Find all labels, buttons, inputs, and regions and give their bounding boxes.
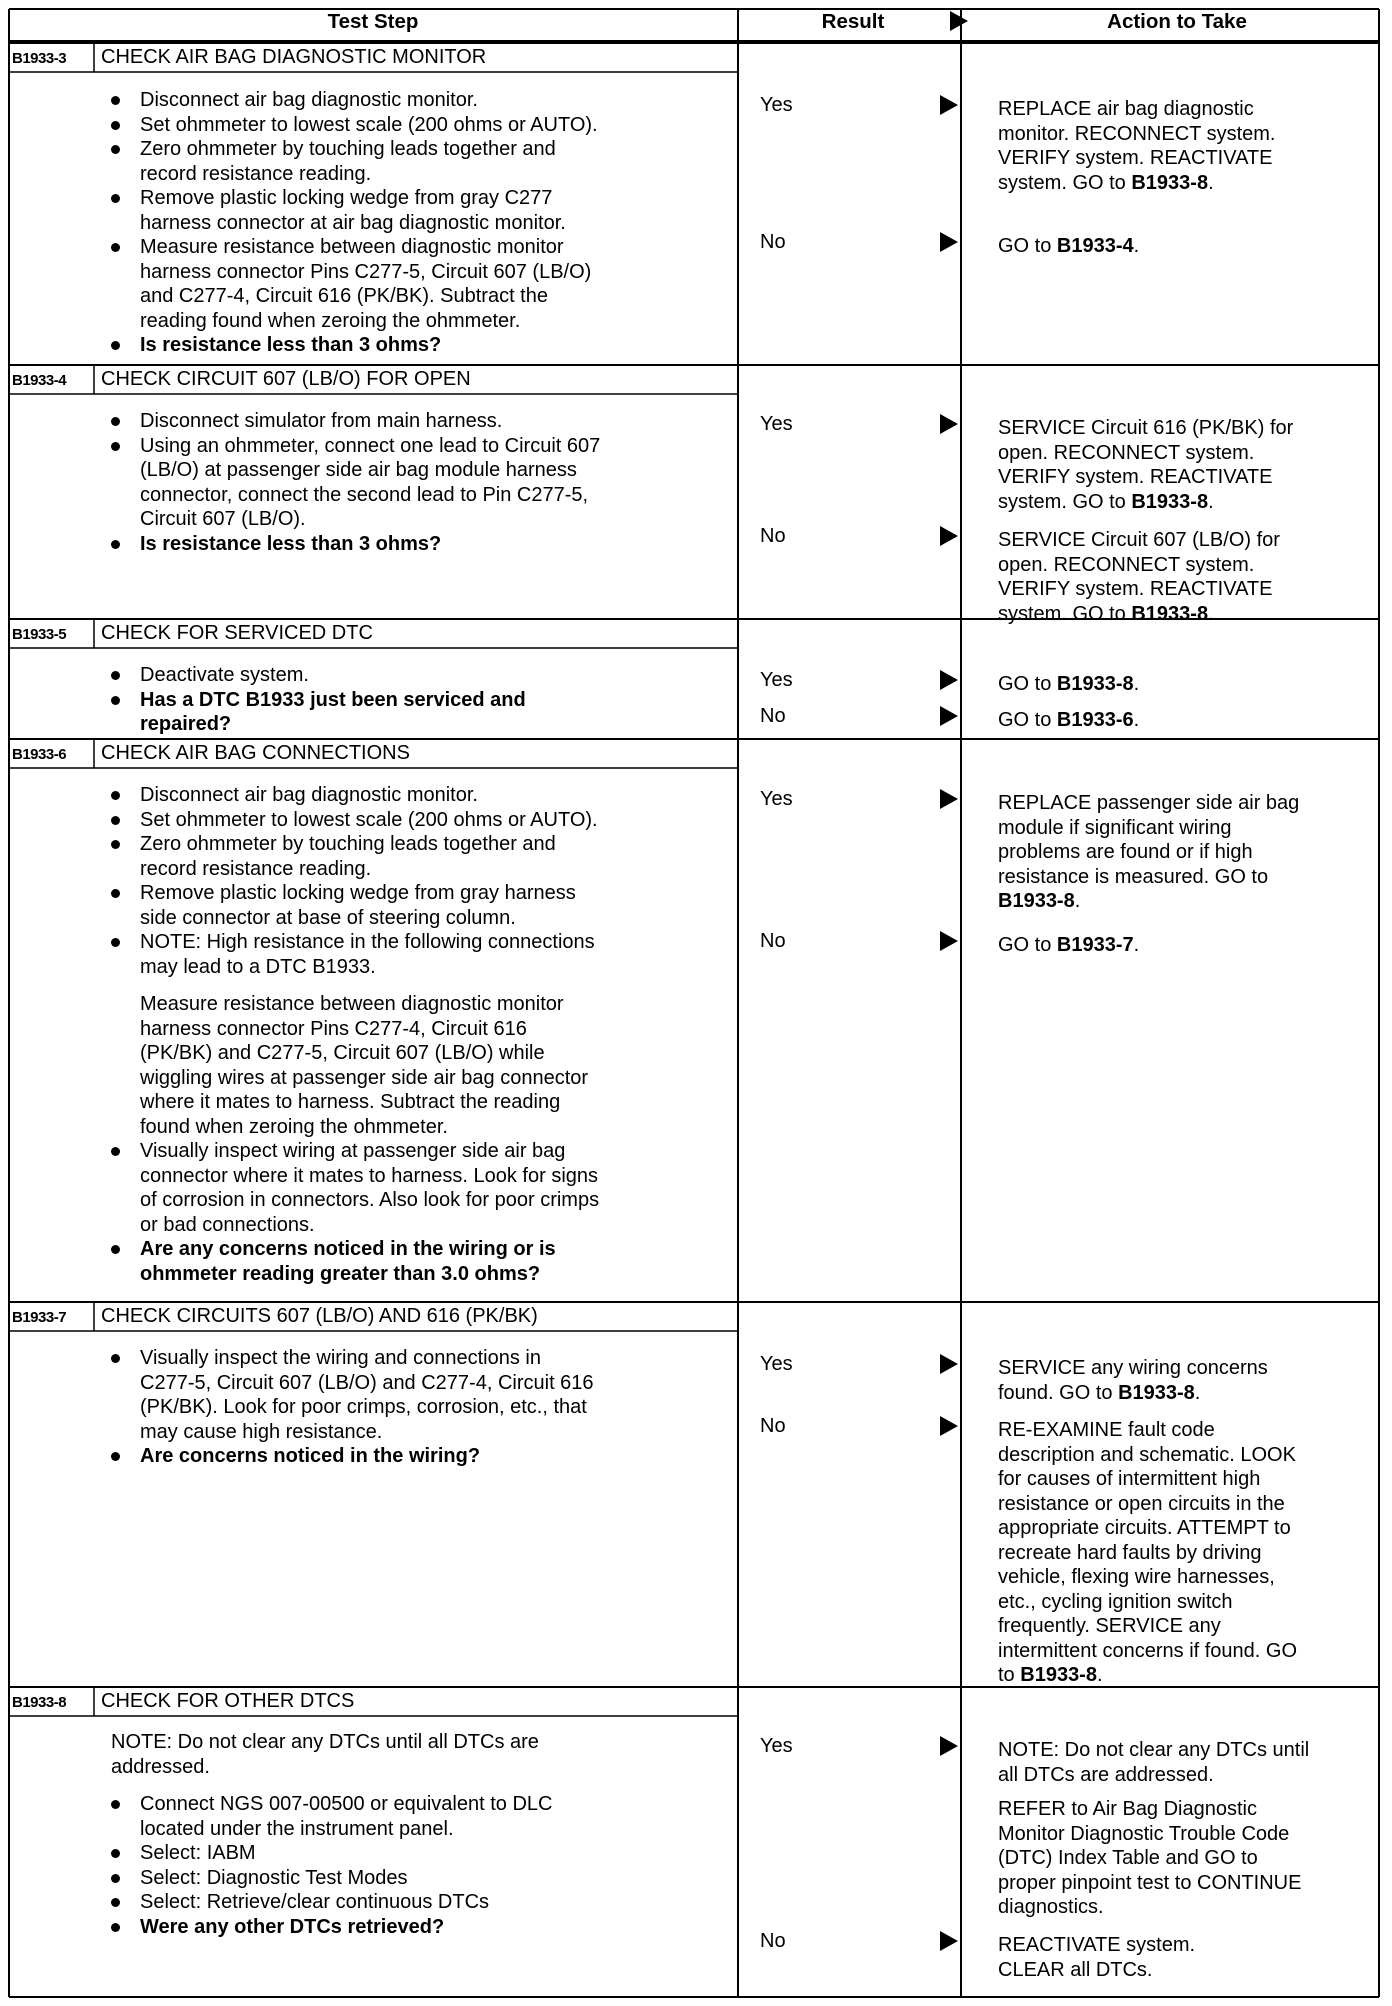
step-instruction: found when zeroing the ohmmeter. bbox=[140, 1115, 448, 1138]
action-segment: frequently. SERVICE any bbox=[998, 1615, 1221, 1637]
action-segment: appropriate circuits. ATTEMPT to bbox=[998, 1517, 1291, 1539]
action-segment: system. GO to bbox=[998, 171, 1132, 194]
step-title: CHECK CIRCUITS 607 (LB/O) AND 616 (PK/BK) bbox=[101, 1305, 538, 1327]
action-text bbox=[998, 1871, 1301, 1896]
bullet-dot-icon bbox=[111, 816, 120, 825]
action-text bbox=[998, 1895, 1104, 1920]
result-yes: Yes bbox=[760, 1735, 793, 1757]
action-text bbox=[998, 708, 1139, 733]
step-title: CHECK FOR OTHER DTCS bbox=[101, 1690, 355, 1712]
action-segment: . bbox=[1133, 934, 1140, 956]
result-arrow-icon bbox=[940, 232, 958, 252]
action-text bbox=[998, 889, 1080, 914]
step-instruction: NOTE: High resistance in the following connections bbox=[140, 931, 595, 953]
action-segment: diagnostics. bbox=[998, 1896, 1104, 1918]
step-instruction: or bad connections. bbox=[140, 1213, 315, 1236]
bullet-dot-icon bbox=[111, 121, 120, 130]
step-reference: B1933-8 bbox=[1020, 1664, 1097, 1686]
action-text bbox=[998, 490, 1214, 515]
bullet-dot-icon bbox=[111, 1874, 120, 1883]
action-segment: . bbox=[1208, 490, 1214, 513]
action-text bbox=[998, 1738, 1309, 1763]
result-arrow-icon bbox=[940, 1931, 958, 1951]
step-reference: B1933-8 bbox=[998, 890, 1075, 912]
action-text bbox=[998, 1443, 1296, 1468]
step-instruction: Select: Diagnostic Test Modes bbox=[140, 1866, 408, 1889]
action-text bbox=[998, 1933, 1195, 1958]
step-instruction: Disconnect air bag diagnostic monitor. bbox=[140, 89, 478, 111]
step-instruction: of corrosion in connectors. Also look for poor crimps bbox=[140, 1189, 600, 1211]
result-no: No bbox=[760, 231, 786, 253]
bullet-dot-icon bbox=[111, 1923, 120, 1932]
action-segment: GO to bbox=[998, 235, 1057, 257]
step-instruction: Visually inspect the wiring and connections in bbox=[140, 1347, 541, 1369]
step-reference: B1933-8 bbox=[1131, 602, 1209, 625]
action-text bbox=[998, 441, 1254, 466]
bullet-dot-icon bbox=[111, 840, 120, 849]
bullet-dot-icon bbox=[111, 417, 120, 426]
action-text bbox=[998, 465, 1273, 490]
step-instruction: located under the instrument panel. bbox=[140, 1817, 454, 1840]
step-reference: B1933-8 bbox=[1131, 171, 1209, 194]
result-yes: Yes bbox=[760, 94, 793, 116]
action-segment: proper pinpoint test to CONTINUE bbox=[998, 1871, 1302, 1894]
action-segment: CLEAR all DTCs. bbox=[998, 1958, 1153, 1981]
action-text bbox=[998, 840, 1253, 865]
action-segment: SERVICE Circuit 607 (LB/O) for bbox=[998, 529, 1280, 551]
step-instruction: Remove plastic locking wedge from gray C277 bbox=[140, 187, 553, 209]
action-text bbox=[998, 1639, 1297, 1664]
step-reference: B1933-8 bbox=[1056, 673, 1134, 695]
action-text bbox=[998, 577, 1273, 602]
step-reference: B1933-4 bbox=[1056, 235, 1134, 257]
step-code: B1933-7 bbox=[12, 1309, 67, 1326]
step-instruction: may cause high resistance. bbox=[140, 1420, 383, 1443]
step-code: B1933-3 bbox=[12, 50, 67, 67]
step-instruction: wiggling wires at passenger side air bag connector bbox=[140, 1066, 589, 1089]
step-instruction: side connector at base of steering column. bbox=[140, 906, 516, 929]
step-instruction: (PK/BK) and C277-5, Circuit 607 (LB/O) while bbox=[140, 1042, 545, 1064]
result-yes: Yes bbox=[760, 669, 793, 691]
action-segment: REACTIVATE system. bbox=[998, 1934, 1196, 1956]
action-text bbox=[998, 1822, 1289, 1847]
step-code: B1933-8 bbox=[12, 1694, 67, 1711]
bullet-dot-icon bbox=[111, 1800, 120, 1809]
step-instruction: Zero ohmmeter by touching leads together and bbox=[140, 833, 556, 855]
step-instruction: Measure resistance between diagnostic monitor bbox=[140, 236, 564, 258]
result-yes: Yes bbox=[760, 1353, 793, 1375]
action-text bbox=[998, 1763, 1214, 1788]
result-arrow-icon bbox=[940, 931, 958, 951]
step-instruction: Remove plastic locking wedge from gray harness bbox=[140, 882, 576, 904]
step-instruction: addressed. bbox=[111, 1755, 210, 1778]
bullet-dot-icon bbox=[111, 671, 120, 680]
action-segment: monitor. RECONNECT system. bbox=[998, 122, 1276, 145]
result-no: No bbox=[760, 930, 786, 952]
action-segment: RE-EXAMINE fault code bbox=[998, 1419, 1215, 1441]
header-action: Action to Take bbox=[1107, 10, 1247, 33]
action-segment: GO to bbox=[998, 673, 1057, 695]
result-arrow-icon bbox=[940, 670, 958, 690]
bullet-dot-icon bbox=[111, 889, 120, 898]
action-text bbox=[998, 1516, 1291, 1541]
action-segment: all DTCs are addressed. bbox=[998, 1763, 1214, 1786]
step-instruction: Select: Retrieve/clear continuous DTCs bbox=[140, 1891, 490, 1913]
step-title: CHECK CIRCUIT 607 (LB/O) FOR OPEN bbox=[101, 368, 471, 390]
result-arrow-icon bbox=[940, 1416, 958, 1436]
action-text bbox=[998, 122, 1275, 147]
action-segment: . bbox=[1096, 1664, 1103, 1686]
step-instruction: harness connector Pins C277-5, Circuit 607 (LB/O) bbox=[140, 260, 592, 283]
step-instruction: C277-5, Circuit 607 (LB/O) and C277-4, Circuit 616 bbox=[140, 1371, 594, 1394]
result-no: No bbox=[760, 525, 786, 547]
step-instruction: and C277-4, Circuit 616 (PK/BK). Subtract the bbox=[140, 285, 548, 307]
action-text bbox=[998, 816, 1231, 841]
action-text bbox=[998, 602, 1214, 627]
step-instruction: reading found when zeroing the ohmmeter. bbox=[140, 309, 521, 332]
step-code: B1933-5 bbox=[12, 626, 67, 643]
result-arrow-icon bbox=[940, 1354, 958, 1374]
action-segment: SERVICE Circuit 616 (PK/BK) for bbox=[998, 417, 1294, 439]
step-question: Are any concerns noticed in the wiring or is bbox=[140, 1238, 556, 1260]
step-code: B1933-4 bbox=[12, 372, 67, 389]
action-segment: REFER to Air Bag Diagnostic bbox=[998, 1798, 1257, 1820]
action-text bbox=[998, 97, 1254, 122]
step-instruction: may lead to a DTC B1933. bbox=[140, 955, 376, 978]
action-text bbox=[998, 1797, 1257, 1822]
result-arrow-icon bbox=[940, 1736, 958, 1756]
bullet-dot-icon bbox=[111, 1452, 120, 1461]
step-code: B1933-6 bbox=[12, 746, 67, 763]
action-segment: found. GO to bbox=[998, 1381, 1119, 1404]
action-text bbox=[998, 1541, 1261, 1566]
header-result-arrow-icon bbox=[950, 11, 968, 31]
action-segment: GO to bbox=[998, 934, 1057, 956]
action-segment: . bbox=[1074, 890, 1081, 912]
result-no: No bbox=[760, 1415, 786, 1437]
step-instruction: connector, connect the second lead to Pin C277-5, bbox=[140, 483, 589, 506]
step-instruction: where it mates to harness. Subtract the reading bbox=[140, 1091, 561, 1113]
result-yes: Yes bbox=[760, 788, 793, 810]
result-arrow-icon bbox=[940, 789, 958, 809]
action-text bbox=[998, 1356, 1268, 1381]
action-text bbox=[998, 1590, 1233, 1615]
step-instruction: Visually inspect wiring at passenger side air bag bbox=[140, 1140, 566, 1162]
step-instruction: Zero ohmmeter by touching leads together and bbox=[140, 138, 556, 160]
bullet-dot-icon bbox=[111, 145, 120, 154]
step-question: Were any other DTCs retrieved? bbox=[140, 1915, 445, 1938]
result-arrow-icon bbox=[940, 706, 958, 726]
action-segment: resistance is measured. GO to bbox=[998, 865, 1269, 888]
action-segment: system. GO to bbox=[998, 602, 1132, 625]
action-text bbox=[998, 416, 1293, 441]
action-segment: open. RECONNECT system. bbox=[998, 553, 1255, 576]
action-text bbox=[998, 1381, 1200, 1406]
action-segment: vehicle, flexing wire harnesses, bbox=[998, 1566, 1275, 1588]
action-segment: resistance or open circuits in the bbox=[998, 1492, 1285, 1515]
step-instruction: Circuit 607 (LB/O). bbox=[140, 508, 306, 530]
action-segment: VERIFY system. REACTIVATE bbox=[998, 466, 1273, 488]
action-segment: Monitor Diagnostic Trouble Code bbox=[998, 1822, 1290, 1845]
bullet-dot-icon bbox=[111, 696, 120, 705]
action-segment: VERIFY system. REACTIVATE bbox=[998, 578, 1273, 600]
step-instruction: Select: IABM bbox=[140, 1842, 256, 1864]
action-text bbox=[998, 171, 1214, 196]
bullet-dot-icon bbox=[111, 1245, 120, 1254]
step-instruction: Using an ohmmeter, connect one lead to Circuit 607 bbox=[140, 434, 601, 457]
action-segment: . bbox=[1133, 709, 1140, 731]
step-question: Are concerns noticed in the wiring? bbox=[140, 1445, 481, 1467]
step-instruction: Deactivate system. bbox=[140, 664, 309, 686]
bullet-dot-icon bbox=[111, 96, 120, 105]
action-text bbox=[998, 1492, 1285, 1517]
result-arrow-icon bbox=[940, 95, 958, 115]
bullet-dot-icon bbox=[111, 938, 120, 947]
bullet-dot-icon bbox=[111, 341, 120, 350]
step-instruction: record resistance reading. bbox=[140, 857, 372, 880]
step-instruction: Set ohmmeter to lowest scale (200 ohms or AUTO). bbox=[140, 113, 598, 136]
step-instruction: harness connector Pins C277-4, Circuit 616 bbox=[140, 1017, 527, 1040]
action-text bbox=[998, 553, 1254, 578]
action-text bbox=[998, 933, 1139, 958]
action-text bbox=[998, 1846, 1258, 1871]
step-instruction: Measure resistance between diagnostic monitor bbox=[140, 993, 564, 1015]
step-question: Is resistance less than 3 ohms? bbox=[140, 532, 442, 555]
step-instruction: (LB/O) at passenger side air bag module harness bbox=[140, 459, 577, 481]
bullet-dot-icon bbox=[111, 194, 120, 203]
bullet-dot-icon bbox=[111, 1849, 120, 1858]
bullet-dot-icon bbox=[111, 1147, 120, 1156]
step-reference: B1933-8 bbox=[1118, 1381, 1195, 1404]
bullet-dot-icon bbox=[111, 442, 120, 451]
action-segment: VERIFY system. REACTIVATE bbox=[998, 147, 1273, 169]
action-text bbox=[998, 672, 1139, 697]
action-segment: . bbox=[1208, 171, 1214, 194]
step-title: CHECK FOR SERVICED DTC bbox=[101, 622, 373, 644]
action-text bbox=[998, 528, 1280, 553]
step-instruction: connector where it mates to harness. Look for signs bbox=[140, 1164, 599, 1187]
action-text bbox=[998, 1467, 1260, 1492]
step-question: ohmmeter reading greater than 3.0 ohms? bbox=[140, 1262, 541, 1285]
action-segment: for causes of intermittent high bbox=[998, 1468, 1261, 1490]
action-segment: REPLACE air bag diagnostic bbox=[998, 98, 1254, 120]
action-segment: module if significant wiring bbox=[998, 816, 1232, 839]
step-instruction: NOTE: Do not clear any DTCs until all DTCs are bbox=[111, 1731, 539, 1753]
action-segment: description and schematic. LOOK bbox=[998, 1443, 1296, 1466]
action-segment: recreate hard faults by driving bbox=[998, 1541, 1262, 1564]
bullet-dot-icon bbox=[111, 1354, 120, 1363]
bullet-dot-icon bbox=[111, 791, 120, 800]
action-text bbox=[998, 791, 1299, 816]
action-text bbox=[998, 1958, 1152, 1983]
action-text bbox=[998, 865, 1268, 890]
result-arrow-icon bbox=[940, 414, 958, 434]
action-segment: . bbox=[1133, 235, 1140, 257]
header-test-step: Test Step bbox=[327, 10, 419, 33]
action-segment: intermittent concerns if found. GO bbox=[998, 1639, 1298, 1662]
step-reference: B1933-8 bbox=[1131, 490, 1209, 513]
action-segment: NOTE: Do not clear any DTCs until bbox=[998, 1739, 1310, 1761]
result-no: No bbox=[760, 1930, 786, 1952]
action-segment: SERVICE any wiring concerns bbox=[998, 1357, 1268, 1379]
bullet-dot-icon bbox=[111, 540, 120, 549]
action-segment: open. RECONNECT system. bbox=[998, 441, 1255, 464]
action-segment: (DTC) Index Table and GO to bbox=[998, 1847, 1258, 1869]
step-instruction: Connect NGS 007-00500 or equivalent to DLC bbox=[140, 1793, 553, 1815]
step-reference: B1933-7 bbox=[1056, 934, 1134, 956]
action-segment: etc., cycling ignition switch bbox=[998, 1590, 1233, 1613]
action-text bbox=[998, 1614, 1221, 1639]
header-result: Result bbox=[821, 10, 885, 33]
step-instruction: Disconnect air bag diagnostic monitor. bbox=[140, 784, 478, 806]
step-title: CHECK AIR BAG CONNECTIONS bbox=[101, 742, 410, 764]
action-segment: . bbox=[1194, 1381, 1201, 1404]
action-segment: problems are found or if high bbox=[998, 841, 1253, 863]
action-segment: . bbox=[1133, 673, 1140, 695]
step-question: repaired? bbox=[140, 713, 232, 735]
action-segment: to bbox=[998, 1664, 1021, 1686]
bullet-dot-icon bbox=[111, 1898, 120, 1907]
step-reference: B1933-6 bbox=[1056, 709, 1134, 731]
step-instruction: Disconnect simulator from main harness. bbox=[140, 410, 503, 432]
action-text bbox=[998, 1663, 1103, 1688]
action-segment: . bbox=[1208, 602, 1214, 625]
result-no: No bbox=[760, 705, 786, 727]
step-instruction: harness connector at air bag diagnostic monitor. bbox=[140, 211, 566, 234]
action-segment: system. GO to bbox=[998, 490, 1132, 513]
action-text bbox=[998, 146, 1273, 171]
step-title: CHECK AIR BAG DIAGNOSTIC MONITOR bbox=[101, 46, 487, 68]
result-arrow-icon bbox=[940, 526, 958, 546]
action-text bbox=[998, 1565, 1275, 1590]
diagnostic-test-table bbox=[8, 8, 1380, 1998]
action-segment: GO to bbox=[998, 709, 1057, 731]
step-instruction: record resistance reading. bbox=[140, 162, 372, 185]
step-instruction: Set ohmmeter to lowest scale (200 ohms or AUTO). bbox=[140, 808, 598, 831]
step-question: Is resistance less than 3 ohms? bbox=[140, 334, 442, 356]
bullet-dot-icon bbox=[111, 243, 120, 252]
action-segment: REPLACE passenger side air bag bbox=[998, 792, 1300, 814]
step-question: Has a DTC B1933 just been serviced and bbox=[140, 688, 526, 711]
step-instruction: (PK/BK). Look for poor crimps, corrosion, etc., that bbox=[140, 1396, 587, 1418]
action-text bbox=[998, 234, 1139, 259]
action-text bbox=[998, 1418, 1215, 1443]
result-yes: Yes bbox=[760, 413, 793, 435]
